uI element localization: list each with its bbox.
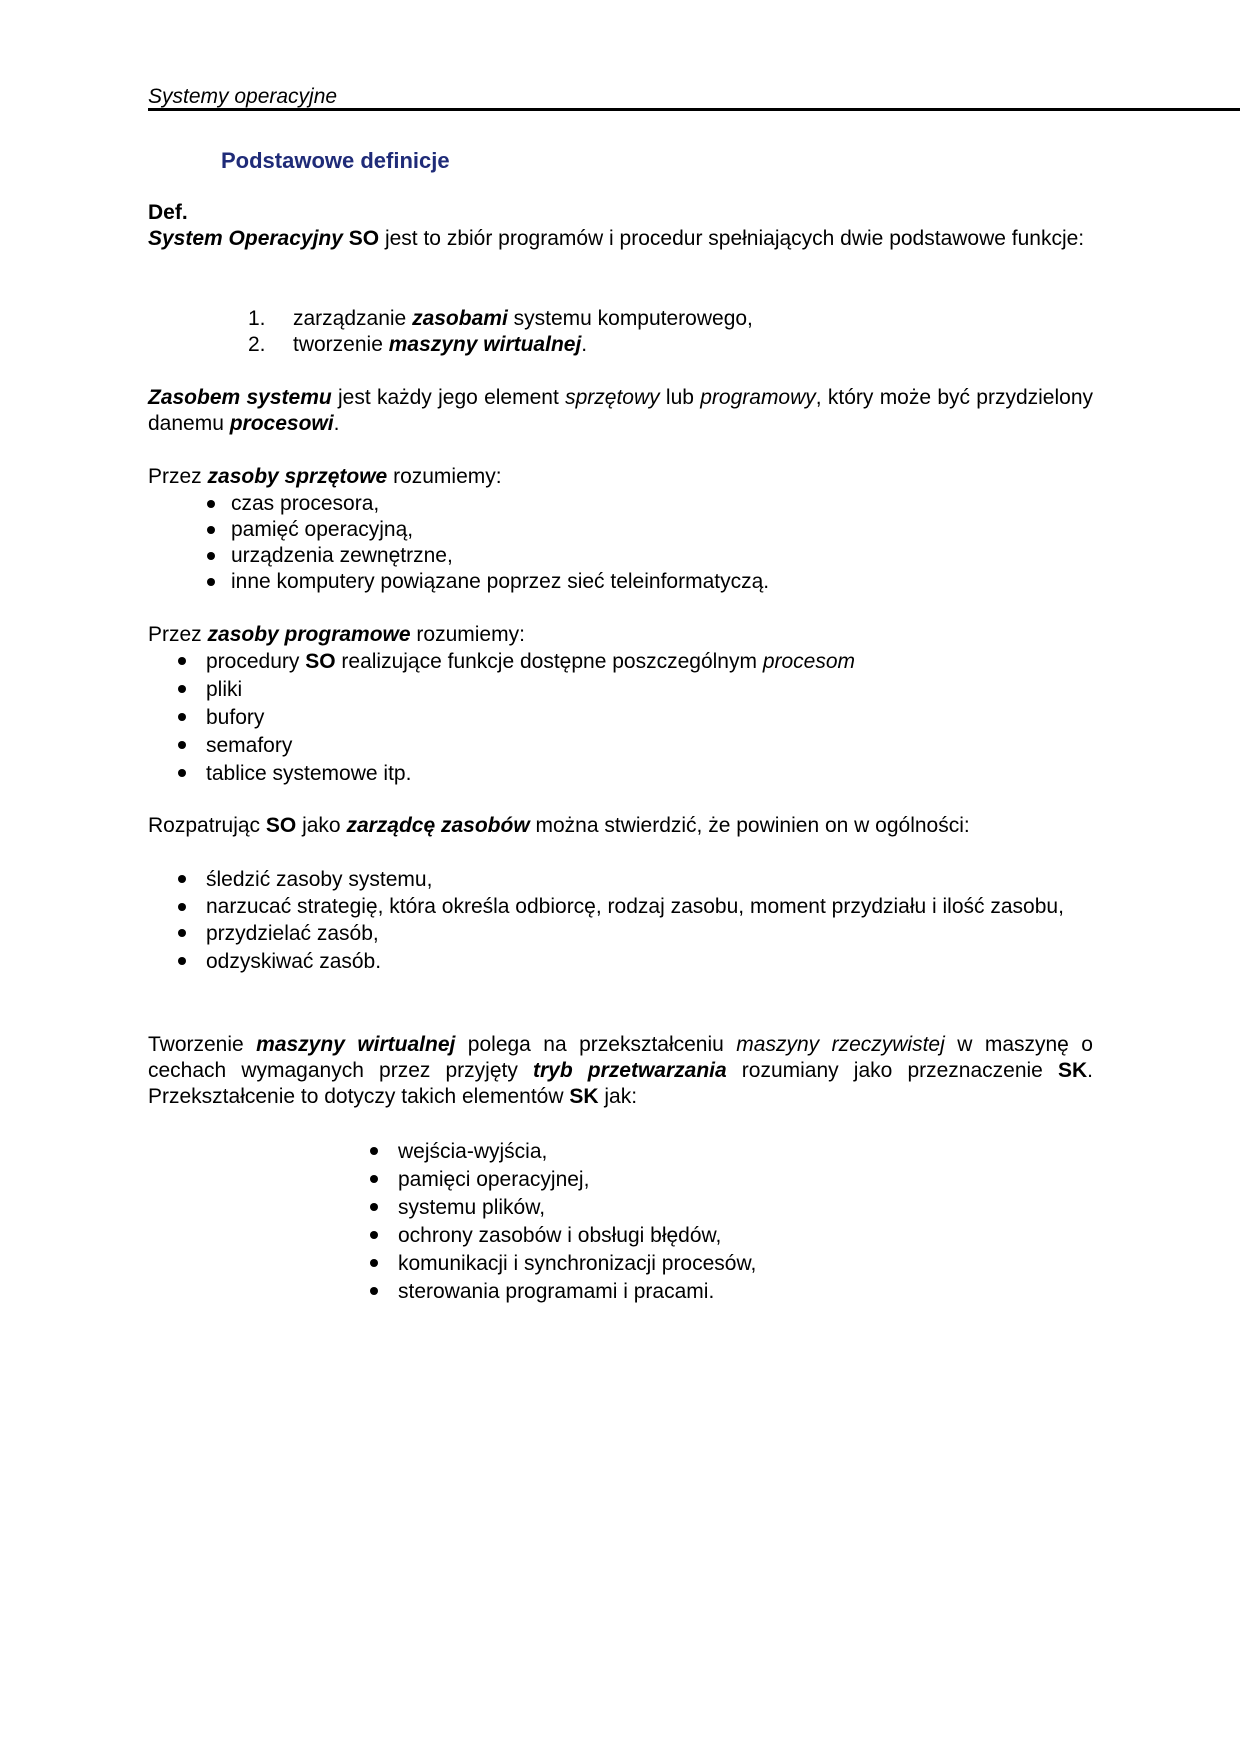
text: . Przekształcenie to dotyczy takich elementów [148, 1059, 1094, 1108]
list-item [148, 1250, 1093, 1278]
item-text: tablice systemowe itp. [206, 762, 412, 785]
text: rozumiemy: [387, 465, 502, 488]
text: jak: [598, 1085, 638, 1108]
bullet-icon [178, 875, 186, 883]
list-item [148, 543, 1093, 569]
software-list [148, 648, 1093, 788]
list-item [148, 920, 1093, 948]
def-text: jest to zbiór programów i procedur spełniających dwie podstawowe funkcje: [379, 227, 1085, 250]
bullet-icon [178, 957, 186, 965]
list-item [148, 704, 1093, 732]
bullet-icon [370, 1259, 378, 1267]
text: Przez [148, 465, 208, 488]
list-item [148, 894, 1093, 920]
item-text: systemu plików, [398, 1196, 546, 1219]
text: , który może być przydzielony danemu [148, 386, 1094, 435]
functions-list [148, 306, 1093, 358]
term-italic: sprzętowy [565, 386, 660, 409]
bullet-icon [207, 500, 215, 508]
list-item [148, 1278, 1093, 1306]
list-item [148, 760, 1093, 788]
list-item [148, 1138, 1093, 1166]
bullet-icon [178, 685, 186, 693]
list-item [148, 1194, 1093, 1222]
text: jest każdy jego element [331, 386, 566, 409]
bullet-icon [178, 657, 186, 665]
item-text: realizujące funkcje dostępne poszczególnym [335, 650, 763, 673]
resource-definition-paragraph [148, 385, 1093, 437]
section-title: Podstawowe definicje [221, 148, 450, 173]
def-abbr: SO [348, 227, 380, 250]
item-text: przydzielać zasób, [206, 922, 379, 945]
hardware-list [148, 491, 1093, 595]
item-text: pliki [206, 678, 243, 701]
virtual-machine-paragraph [148, 1032, 1093, 1110]
bullet-icon [370, 1203, 378, 1211]
abbr: SK [569, 1085, 599, 1108]
manager-intro [148, 813, 1093, 839]
term: zarządcę zasobów [346, 814, 530, 837]
item-text: inne komputery powiązane poprzez sieć teleinformatyczą. [231, 570, 770, 593]
text: lub [659, 386, 701, 409]
text: rozumiany jako przeznaczenie [726, 1059, 1058, 1082]
list-item [148, 732, 1093, 760]
item-emphasis: maszyny wirtualnej [388, 333, 582, 356]
bullet-icon [370, 1175, 378, 1183]
text: w maszynę o cechach wymaganych przez przyjęty [148, 1033, 1093, 1082]
item-text: pamięci operacyjnej, [398, 1168, 590, 1191]
text: można stwierdzić, że powinien on w ogólności: [529, 814, 970, 837]
text: rozumiemy: [410, 623, 525, 646]
def-term: System Operacyjny [148, 227, 343, 250]
text: Rozpatrując [148, 814, 266, 837]
item-number: 1. [248, 307, 266, 330]
bullet-icon [370, 1147, 378, 1155]
def-paragraph [148, 226, 1093, 252]
item-text: śledzić zasoby systemu, [206, 868, 433, 891]
bullet-icon [207, 578, 215, 586]
item-text: narzucać strategię, która określa odbiorcę, rodzaj zasobu, moment przydziału i ilość zasobu, [206, 895, 1064, 918]
list-item [148, 491, 1093, 517]
def-label: Def. [148, 201, 188, 224]
list-item [148, 306, 1093, 332]
bullet-icon [178, 769, 186, 777]
running-header: Systemy operacyjne [148, 85, 338, 108]
term: zasoby sprzętowe [207, 465, 388, 488]
bullet-icon [370, 1287, 378, 1295]
item-emphasis: zasobami [412, 307, 508, 330]
item-text: sterowania programami i pracami. [398, 1280, 715, 1303]
text: polega na przekształceniu [455, 1033, 737, 1056]
abbr: SO [265, 814, 297, 837]
list-item [148, 676, 1093, 704]
list-item [148, 332, 1093, 358]
item-text: czas procesora, [231, 492, 380, 515]
item-text: . [581, 333, 588, 356]
term-italic: programowy [700, 386, 816, 409]
definition-block [148, 200, 1093, 252]
list-item [148, 948, 1093, 976]
list-item [148, 569, 1093, 595]
item-text: systemu komputerowego, [507, 307, 753, 330]
item-text: urządzenia zewnętrzne, [231, 544, 453, 567]
term: zasoby programowe [207, 623, 411, 646]
list-item [148, 1166, 1093, 1194]
term: maszyny wirtualnej [256, 1033, 456, 1056]
bullet-icon [207, 552, 215, 560]
bullet-icon [370, 1231, 378, 1239]
text: . [333, 412, 340, 435]
term-italic: maszyny rzeczywistej [736, 1033, 945, 1056]
item-text: tworzenie [293, 333, 389, 356]
item-text: odzyskiwać zasób. [206, 950, 382, 973]
manager-list [148, 866, 1093, 976]
text: Przez [148, 623, 208, 646]
term: procesowi [229, 412, 334, 435]
item-text: bufory [206, 706, 265, 729]
bullet-icon [178, 741, 186, 749]
item-text: semafory [206, 734, 293, 757]
item-text: wejścia-wyjścia, [398, 1140, 548, 1163]
bullet-icon [178, 929, 186, 937]
text: jako [296, 814, 347, 837]
hardware-intro [148, 464, 1093, 490]
text: Tworzenie [148, 1033, 257, 1056]
term: Zasobem systemu [148, 386, 332, 409]
bullet-icon [207, 526, 215, 534]
item-abbr: SO [305, 650, 336, 673]
item-text: procedury [206, 650, 306, 673]
list-item [148, 1222, 1093, 1250]
list-item [148, 648, 1093, 676]
bullet-icon [178, 903, 186, 911]
abbr: SK [1057, 1059, 1088, 1082]
item-text: pamięć operacyjną, [231, 518, 414, 541]
list-item [148, 866, 1093, 894]
item-text: ochrony zasobów i obsługi błędów, [398, 1224, 722, 1247]
item-emphasis: procesom [762, 650, 856, 673]
item-text: komunikacji i synchronizacji procesów, [398, 1252, 757, 1275]
list-item [148, 517, 1093, 543]
virtual-machine-list [148, 1138, 1093, 1306]
software-intro [148, 622, 1093, 648]
item-number: 2. [248, 333, 266, 356]
bullet-icon [178, 713, 186, 721]
header-rule [148, 108, 1240, 111]
item-text: zarządzanie [293, 307, 413, 330]
term: tryb przetwarzania [532, 1059, 727, 1082]
